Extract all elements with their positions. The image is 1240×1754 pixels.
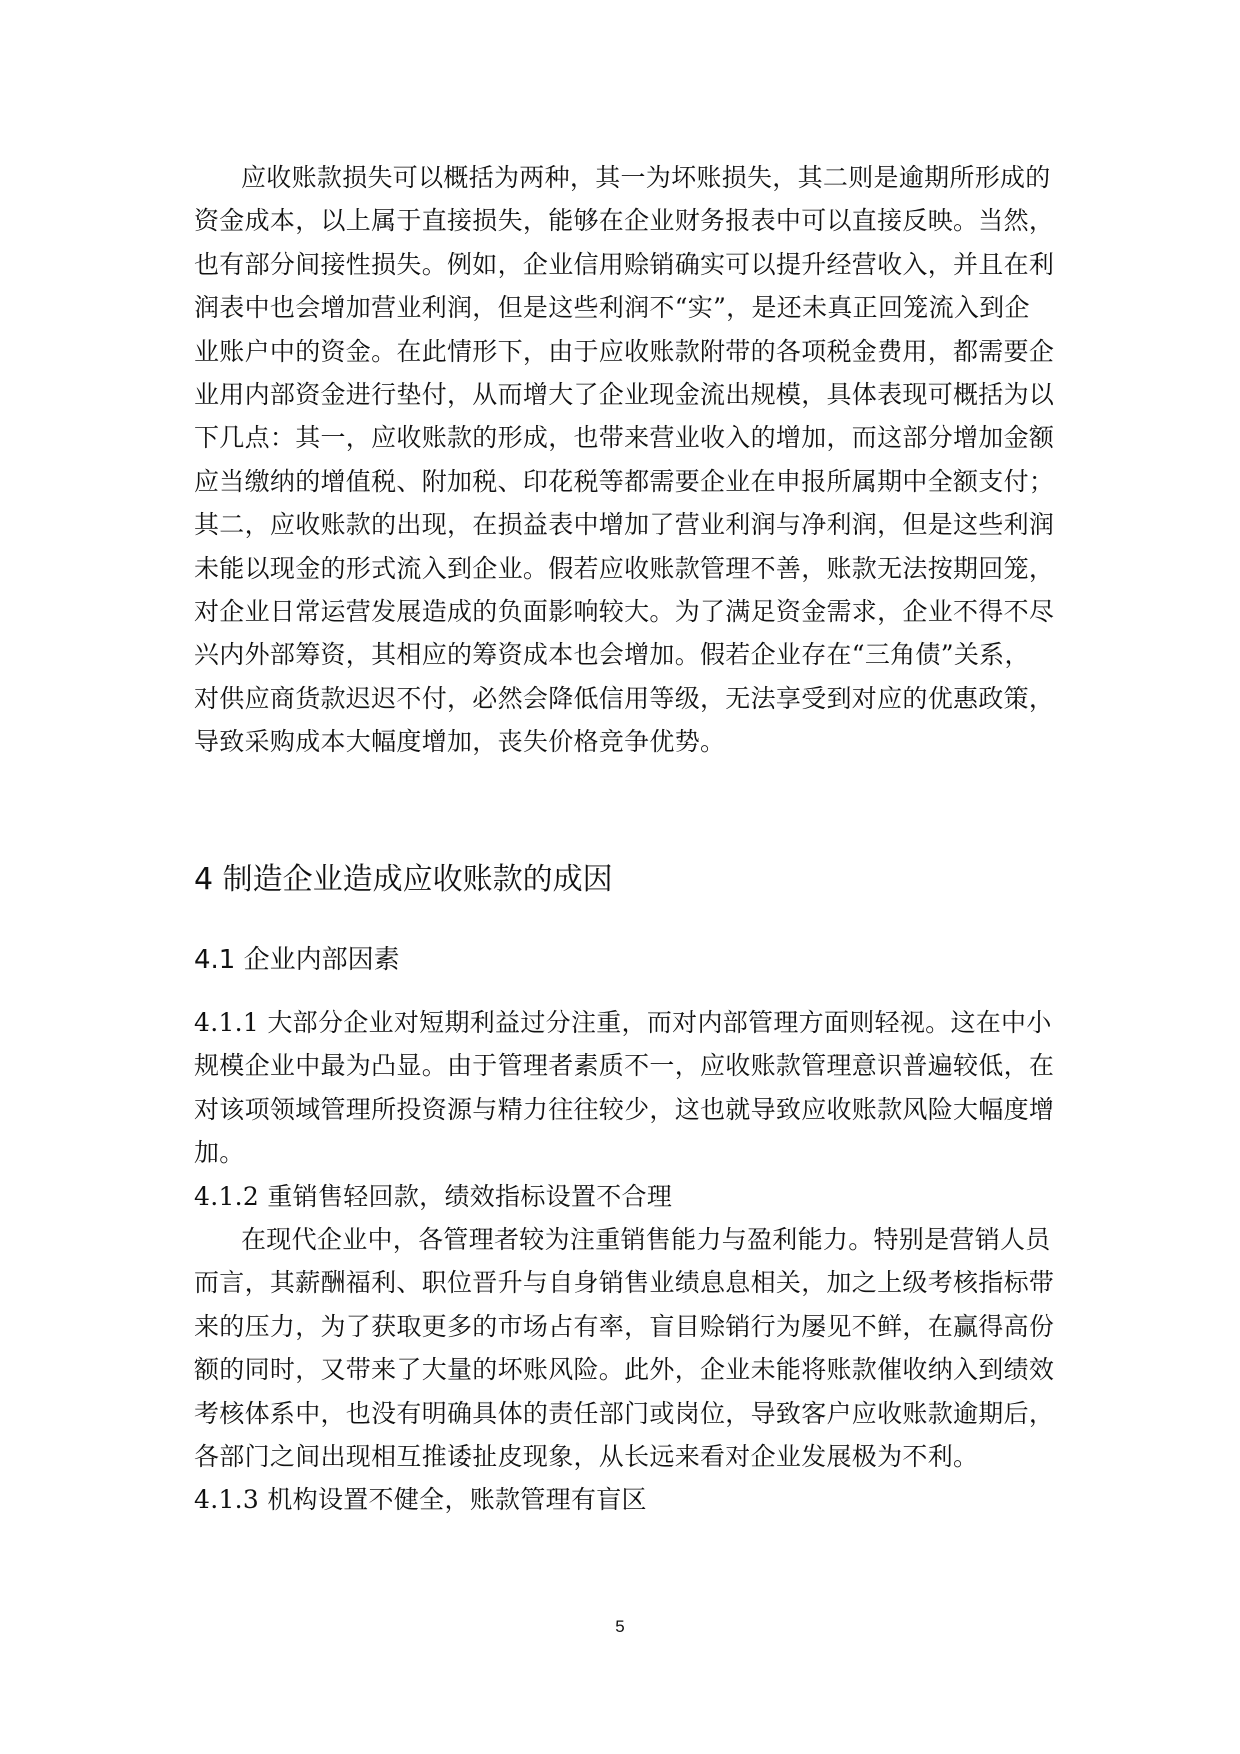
- subsection-title: 4.1.2 重销售轻回款，绩效指标设置不合理: [194, 1181, 673, 1211]
- text-line: 也有部分间接性损失。例如，企业信用赊销确实可以提升经营收入，并且在利: [194, 249, 1055, 279]
- text-line: 资金成本，以上属于直接损失，能够在企业财务报表中可以直接反映。当然，: [194, 206, 1055, 236]
- text-line: 考核体系中，也没有明确具体的责任部门或岗位，导致客户应收账款逾期后，: [194, 1398, 1055, 1428]
- section-heading: 4.1 企业内部因素: [194, 945, 400, 975]
- text-line: 对供应商货款迟迟不付，必然会降低信用等级，无法享受到对应的优惠政策，: [194, 683, 1055, 713]
- text-line: 在现代企业中，各管理者较为注重销售能力与盈利能力。特别是营销人员: [241, 1224, 1051, 1254]
- text-line: 4.1.1 大部分企业对短期利益过分注重，而对内部管理方面则轻视。这在中小: [194, 1008, 1052, 1037]
- subsection-4-1-3: [194, 1478, 1056, 1521]
- text-line: 各部门之间出现相互推诿扯皮现象，从长远来看对企业发展极为不利。: [194, 1441, 979, 1471]
- text-line: 导致采购成本大幅度增加，丧失价格竞争优势。: [194, 727, 726, 757]
- text-line: 加。: [194, 1138, 245, 1168]
- text-line: 规模企业中最为凸显。由于管理者素质不一，应收账款管理意识普遍较低，在: [194, 1051, 1055, 1081]
- text-line: 对该项领域管理所投资源与精力往往较少，这也就导致应收账款风险大幅度增: [194, 1094, 1055, 1124]
- chapter-heading: 4 制造企业造成应收账款的成因: [194, 862, 613, 897]
- text-line: 应当缴纳的增值税、附加税、印花税等都需要企业在申报所属期中全额支付；: [194, 466, 1055, 496]
- text-line: 额的同时，又带来了大量的坏账风险。此外，企业未能将账款催收纳入到绩效: [194, 1355, 1055, 1385]
- subsection-4-1-1: [194, 1001, 1056, 1175]
- text-line: 业用内部资金进行垫付，从而增大了企业现金流出规模，具体表现可概括为以: [194, 379, 1055, 409]
- text-line: 其二，应收账款的出现，在损益表中增加了营业利润与净利润，但是这些利润: [194, 510, 1055, 540]
- text-line: 来的压力，为了获取更多的市场占有率，盲目赊销行为屡见不鲜，在赢得高份: [194, 1311, 1055, 1341]
- section-body: [194, 1001, 1056, 1522]
- text-line: 对企业日常运营发展造成的负面影响较大。为了满足资金需求，企业不得不尽: [194, 596, 1055, 626]
- text-line: 未能以现金的形式流入到企业。假若应收账款管理不善，账款无法按期回笼，: [194, 553, 1055, 583]
- subsection-4-1-2: [194, 1175, 1056, 1479]
- text-line: 业账户中的资金。在此情形下，由于应收账款附带的各项税金费用，都需要企: [194, 336, 1055, 366]
- paragraph-accounts-receivable-losses: [194, 156, 1056, 763]
- text-line: 兴内外部筹资，其相应的筹资成本也会增加。假若企业存在“三角债”关系，: [194, 640, 1030, 670]
- text-line: 应收账款损失可以概括为两种，其一为坏账损失，其二则是逾期所形成的: [241, 163, 1051, 192]
- text-line: 润表中也会增加营业利润，但是这些利润不“实”，是还未真正回笼流入到企: [194, 293, 1030, 323]
- text-line: 下几点：其一，应收账款的形成，也带来营业收入的增加，而这部分增加金额: [194, 423, 1055, 453]
- text-line: 而言，其薪酬福利、职位晋升与自身销售业绩息息相关，加之上级考核指标带: [194, 1268, 1055, 1298]
- subsection-title: 4.1.3 机构设置不健全，账款管理有盲区: [194, 1485, 647, 1515]
- page-number: 5: [615, 1617, 625, 1636]
